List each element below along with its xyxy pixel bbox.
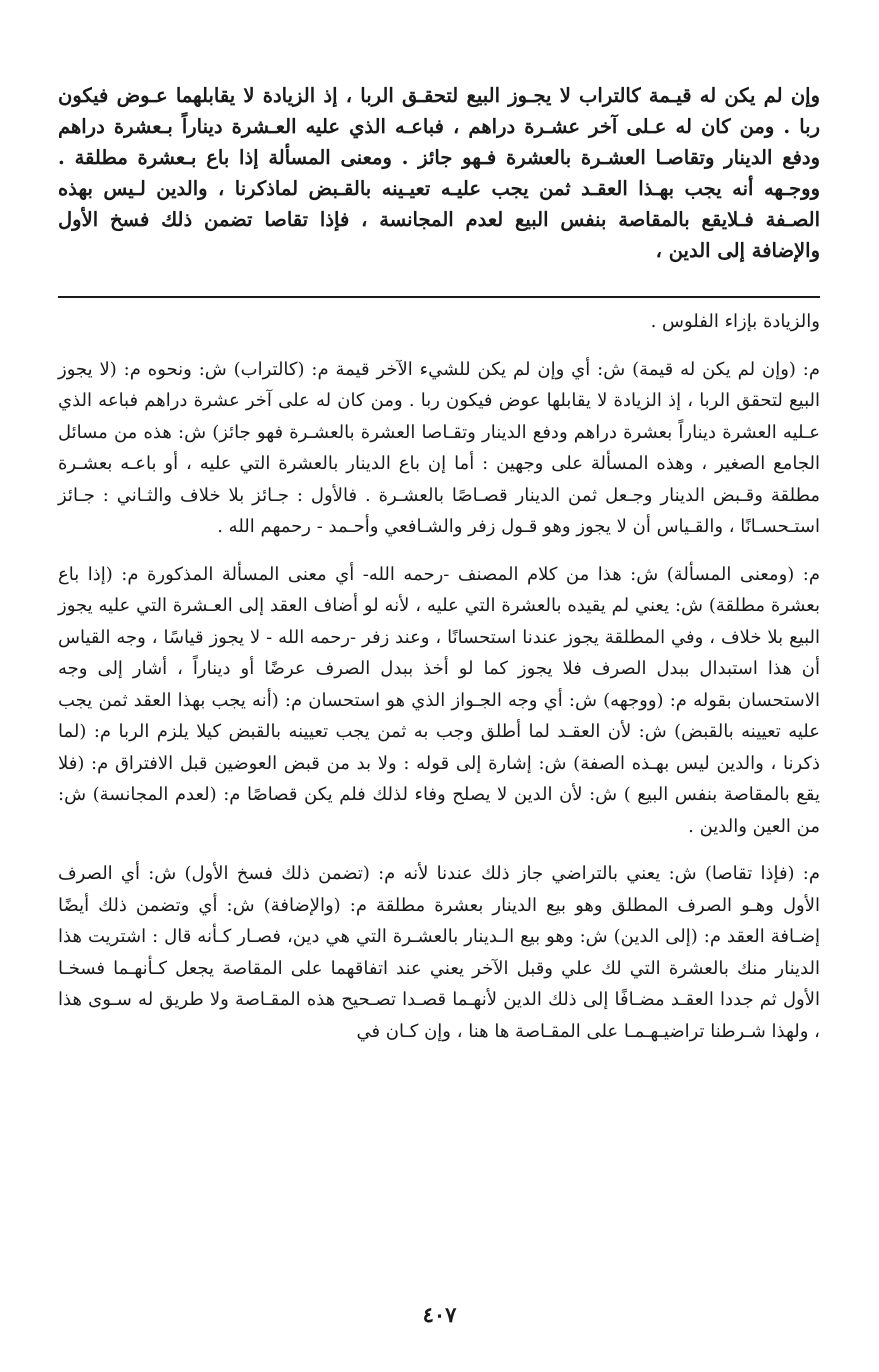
page-number: ٤٠٧ bbox=[422, 1302, 457, 1327]
page-body bbox=[58, 80, 820, 1047]
sharh-paragraph-2: م: (وإن لم يكن له قيمة) ش: أي وإن لم يكن للشيء الآخر قيمة م: (كالتراب) ش: ونحوه م: (لا يجوز البيع لتحقق الربا ، إذ الزيادة لا يقابلها عوض فيكون ربا . ومن كان له على آخر عشرة دراهم فباعه الذي عـليه العشرة ديناراً بعشرة دراهم ودفع الدينار وتقـاصا العشرة بالعشـرة فهو جائز) ش: هذه من مسائل الجامع الصغير ، وهذه المسألة على وجهين : أما إن باع الدينار بالعشرة التي عليه ، أو باعـه بعشـرة مطلقة وقـبض الدينار وجـعل ثمن الدينار قصـاصًا بالعشـرة . فالأول : جـائز بلا خلاف والثـاني : جـائز استـحسـانًا ، والقـياس أن لا يجوز وهو قـول زفر والشـافعي وأحـمد - رحمهم الله . bbox=[58, 358, 820, 537]
sharh-paragraph-1: والزيادة بإزاء الفلوس . bbox=[650, 311, 820, 332]
sharh-section bbox=[58, 306, 820, 1047]
sharh-paragraph-4: م: (فإذا تقاصا) ش: يعني بالتراضي جاز ذلك عندنا لأنه م: (تضمن ذلك فسخ الأول) ش: أي الصرف الأول وهـو الصرف المطلق وهو بيع الدينار بعشرة مطلقة م: (والإضافة) ش: أي وتضمن ذلك أيضًا إضـافة العقد م: (إلى الدين) ش: وهو بيع الـدينار بالعشـرة التي هي دين، فصـار كـأنه قال : اشتريت هذا الدينار منك بالعشرة التي لك علي وقبل الآخر يعني عند اتفاقهما على المقاصة يجعل كـأنهـما فسخـا الأول ثم جددا العقـد مضـافًا إلى ذلك الدين لأنهـما قصـدا تصـحيح هذه المقـاصة ولا طريق له سـوى هذا ، ولهذا شـرطنا تراضيـهـمـا على المقـاصة ها هنا ، وإن كـان في bbox=[58, 863, 820, 1042]
matn-paragraph: وإن لم يكن له قيـمة كالتراب لا يجـوز البيع لتحقـق الربا ، إذ الزيادة لا يقابلهما عـوض فيكون ربا . ومن كان له عـلى آخر عشـرة دراهم ، فباعـه الذي عليه العـشرة ديناراً بـعشرة دراهم ودفع الدينار وتقاصـا العشـرة بالعشرة فـهو جائز . ومعنى المسألة إذا باع بـعشرة مطلقة . ووجـهه أنه يجب بهـذا العقـد ثمن يجب عليـه تعيـينه بالقـبض لماذكرنا ، والدين لـيس بهذه الصـفة فـلايقع بالمقاصة بنفس البيع لعدم المجانسة ، فإذا تقاصا تضمن ذلك فسخ الأول والإضافة إلى الدين ، bbox=[58, 84, 820, 262]
section-divider bbox=[58, 296, 820, 298]
matn-section bbox=[58, 80, 820, 266]
sharh-paragraph-3: م: (ومعنى المسألة) ش: هذا من كلام المصنف -رحمه الله- أي معنى المسألة المذكورة م: (إذا باع بعشرة مطلقة) ش: يعني لم يقيده بالعشرة التي عليه ، لأنه لو أضاف العقد إلى العـشرة التي عليه يجوز البيع بلا خلاف ، وفي المطلقة يجوز عندنا استحسانًا ، وعند زفر -رحمه الله - لا يجوز قياسًا ، وجه القياس أن هذا استبدال ببدل الصرف فلا يجوز كما لو أخذ ببدل الصرف عرضًا أو ديناراً ، أشار إلى وجه الاستحسان بقوله م: (ووجهه) ش: أي وجه الجـواز الذي هو استحسان م: (أنه يجب بهذا العقد ثمن يجب عليه تعيينه بالقبض) ش: لأن العقـد لما أطلق وجب به ثمن يجب تعيينه بالقبض كيلا يلزم الربا م: (لما ذكرنا ، والدين ليس بهـذه الصفة) ش: إشارة إلى قوله : ولا بد من قبض العوضين قبل الافتراق م: (فلا يقع بالمقاصة بنفس البيع ) ش: لأن الدين لا يصلح وفاء لذلك فلم يكن قصاصًا م: (لعدم المجانسة) ش: من العين والدين . bbox=[58, 563, 820, 837]
